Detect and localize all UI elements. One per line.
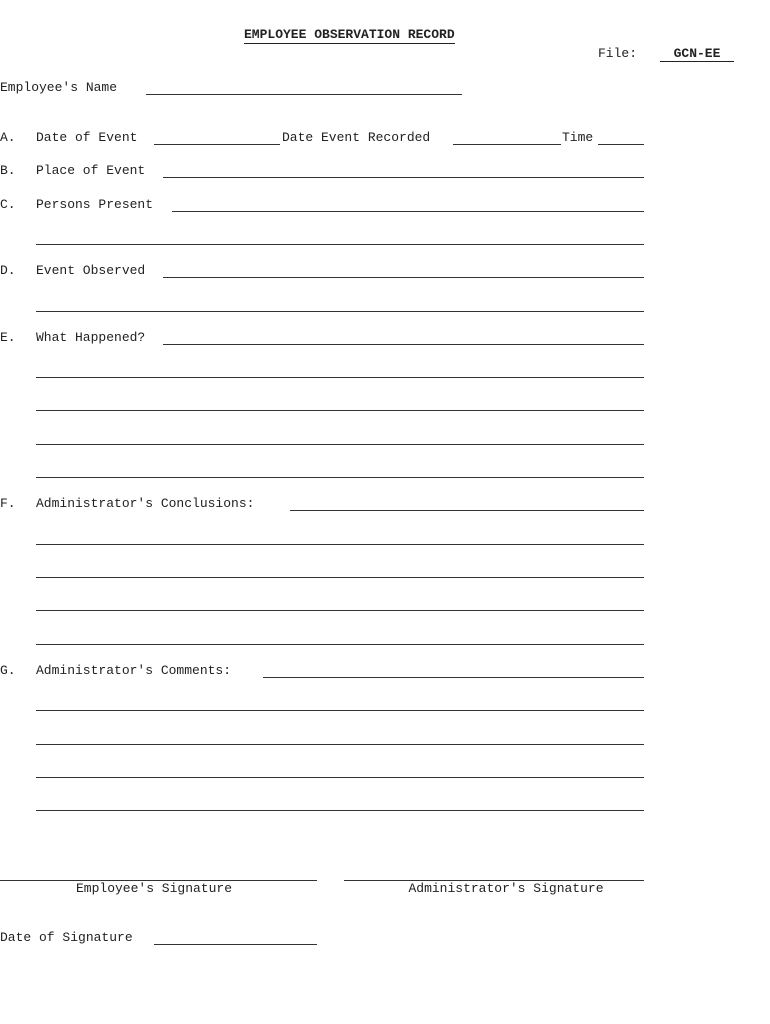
- item-d-letter: D.: [0, 263, 16, 278]
- item-g-letter: G.: [0, 663, 16, 678]
- comments-line-4[interactable]: [36, 777, 644, 778]
- conclusions-line-5[interactable]: [36, 644, 644, 645]
- what-happened-line-3[interactable]: [36, 410, 644, 411]
- date-of-signature-field[interactable]: [154, 944, 317, 945]
- comments-line-5[interactable]: [36, 810, 644, 811]
- conclusions-field[interactable]: [290, 510, 644, 511]
- employee-signature-caption: Employee's Signature: [75, 881, 233, 896]
- conclusions-line-2[interactable]: [36, 544, 644, 545]
- item-e-letter: E.: [0, 330, 16, 345]
- administrator-signature-caption: Administrator's Signature: [408, 881, 604, 896]
- employee-name-label: Employee's Name: [0, 80, 118, 95]
- comments-line-3[interactable]: [36, 744, 644, 745]
- date-of-event-field[interactable]: [154, 144, 280, 145]
- file-code: GCN-EE: [660, 46, 734, 62]
- event-observed-field[interactable]: [163, 277, 644, 278]
- place-of-event-field[interactable]: [163, 177, 644, 178]
- conclusions-label: Administrator's Conclusions:: [36, 496, 255, 511]
- item-b-letter: B.: [0, 163, 16, 178]
- event-observed-line-2[interactable]: [36, 311, 644, 312]
- what-happened-line-2[interactable]: [36, 377, 644, 378]
- persons-present-label: Persons Present: [36, 197, 154, 212]
- file-label: File:: [598, 46, 638, 61]
- item-a-letter: A.: [0, 130, 16, 145]
- event-observed-label: Event Observed: [36, 263, 146, 278]
- what-happened-line-4[interactable]: [36, 444, 644, 445]
- what-happened-field[interactable]: [163, 344, 644, 345]
- what-happened-label: What Happened?: [36, 330, 146, 345]
- employee-name-field[interactable]: [146, 94, 462, 95]
- persons-present-line-2[interactable]: [36, 244, 644, 245]
- place-of-event-label: Place of Event: [36, 163, 146, 178]
- date-of-event-label: Date of Event: [36, 130, 138, 145]
- comments-line-2[interactable]: [36, 710, 644, 711]
- conclusions-line-3[interactable]: [36, 577, 644, 578]
- date-of-signature-label: Date of Signature: [0, 930, 133, 945]
- comments-field[interactable]: [263, 677, 644, 678]
- persons-present-field[interactable]: [172, 211, 644, 212]
- what-happened-line-5[interactable]: [36, 477, 644, 478]
- time-label: Time: [562, 130, 594, 145]
- date-recorded-label: Date Event Recorded: [282, 130, 431, 145]
- form-title: EMPLOYEE OBSERVATION RECORD: [244, 27, 455, 42]
- item-f-letter: F.: [0, 496, 16, 511]
- date-recorded-field[interactable]: [453, 144, 561, 145]
- comments-label: Administrator's Comments:: [36, 663, 232, 678]
- item-c-letter: C.: [0, 197, 16, 212]
- conclusions-line-4[interactable]: [36, 610, 644, 611]
- time-field[interactable]: [598, 144, 644, 145]
